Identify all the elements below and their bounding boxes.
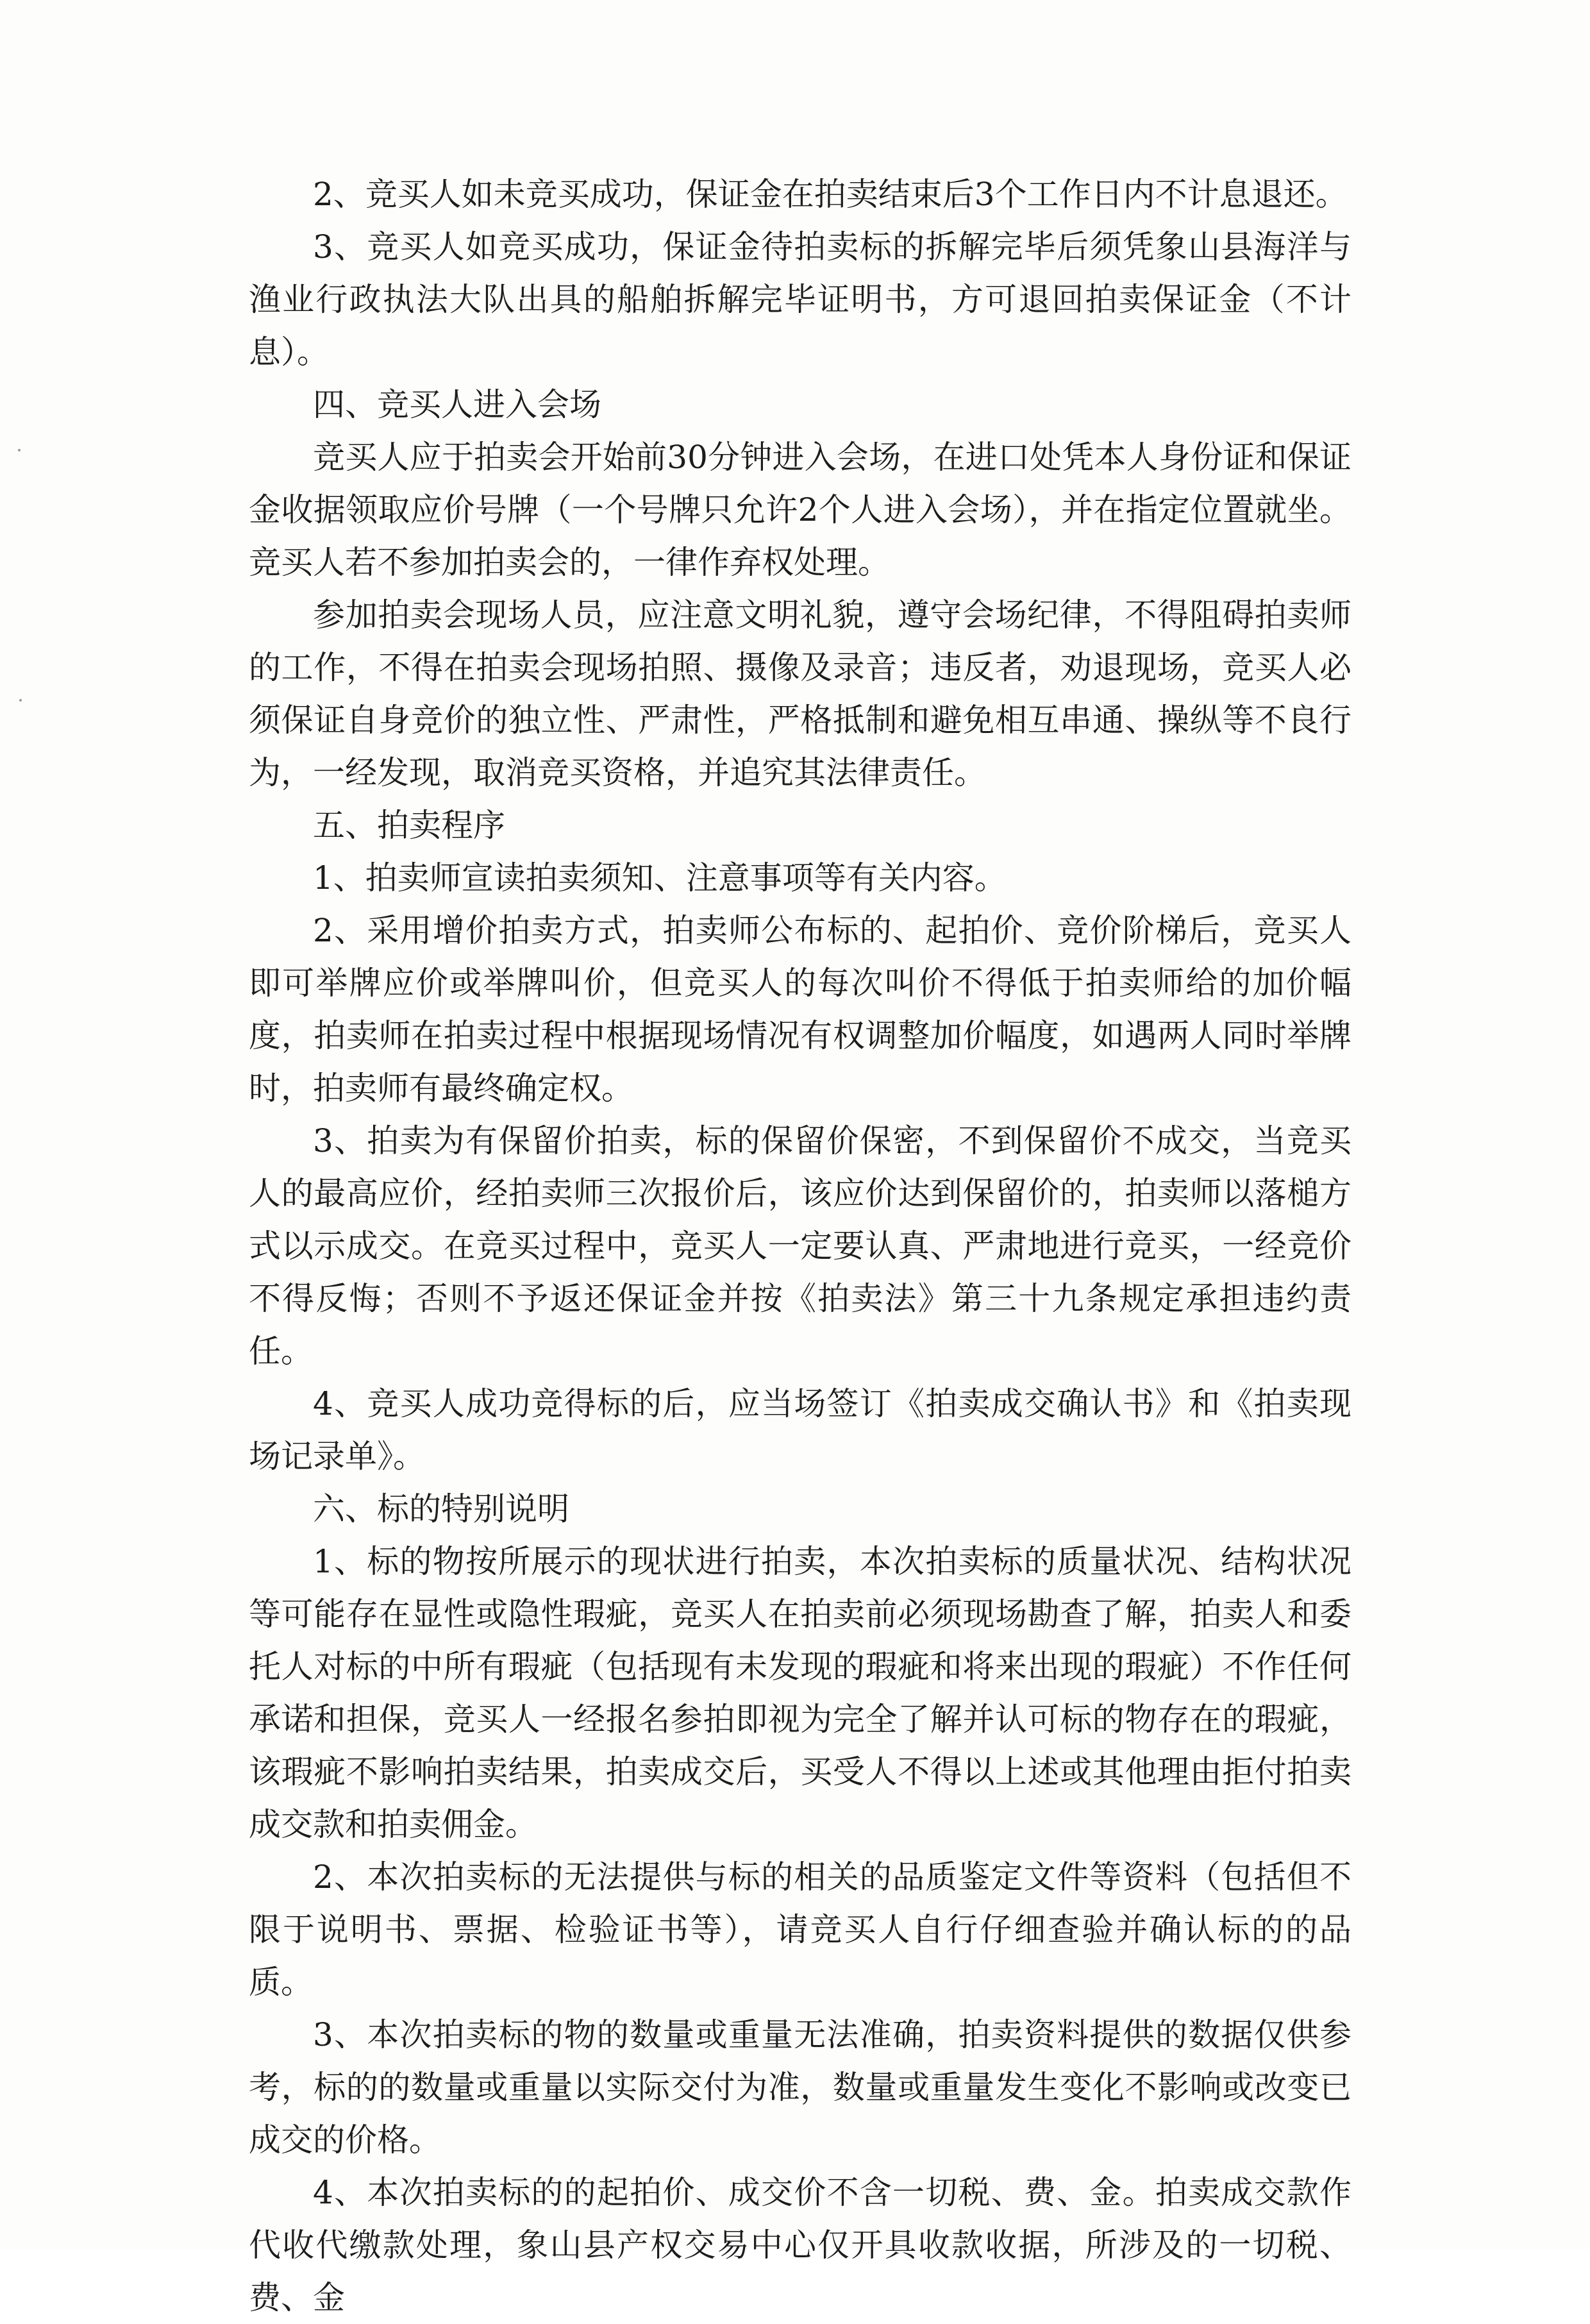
scan-speck (18, 449, 21, 451)
paragraph-special-note-1: 1、标的物按所展示的现状进行拍卖，本次拍卖标的质量状况、结构状况等可能存在显性或隐性瑕疵，竞买人在拍卖前必须现场勘查了解，拍卖人和委托人对标的中所有瑕疵（包括现有未发现的瑕疵和将来出现的瑕疵）不作任何承诺和担保，竞买人一经报名参拍即视为完全了解并认可标的物存在的瑕疵，该瑕疵不影响拍卖结果，拍卖成交后，买受人不得以上述或其他理由拒付拍卖成交款和拍卖佣金。 (249, 1543, 1352, 1843)
paragraph-procedure-1: 1、拍卖师宣读拍卖须知、注意事项等有关内容。 (313, 859, 1007, 897)
paragraph-deposit-refund-unsuccessful: 2、竞买人如未竞买成功，保证金在拍卖结束后3个工作日内不计息退还。 (313, 176, 1348, 213)
section-heading-special-notes: 六、标的特别说明 (313, 1490, 569, 1528)
paragraph-procedure-2: 2、采用增价拍卖方式，拍卖师公布标的、起拍价、竞价阶梯后，竞买人即可举牌应价或举牌叫价，但竞买人的每次叫价不得低于拍卖师给的加价幅度，拍卖师在拍卖过程中根据现场情况有权调整加价幅度，如遇两人同时举牌时，拍卖师有最终确定权。 (249, 912, 1352, 1107)
section-heading-auction-procedure: 五、拍卖程序 (313, 807, 505, 844)
paragraph-deposit-refund-successful: 3、竞买人如竞买成功，保证金待拍卖标的拆解完毕后须凭象山县海洋与渔业行政执法大队出具的船舶拆解完毕证明书，方可退回拍卖保证金（不计息）。 (249, 228, 1352, 371)
scan-speck (19, 699, 22, 702)
paragraph-special-note-2: 2、本次拍卖标的无法提供与标的相关的品质鉴定文件等资料（包括但不限于说明书、票据、检验证书等），请竞买人自行仔细查验并确认标的的品质。 (249, 1858, 1352, 2001)
paragraph-venue-conduct: 参加拍卖会现场人员，应注意文明礼貌，遵守会场纪律，不得阻碍拍卖师的工作，不得在拍卖会现场拍照、摄像及录音；违反者，劝退现场，竞买人必须保证自身竞价的独立性、严肃性，严格抵制和避免相互串通、操纵等不良行为，一经发现，取消竞买资格，并追究其法律责任。 (249, 596, 1352, 791)
paragraph-special-note-3: 3、本次拍卖标的物的数量或重量无法准确，拍卖资料提供的数据仅供参考，标的的数量或重量以实际交付为准，数量或重量发生变化不影响或改变已成交的价格。 (249, 2016, 1352, 2159)
document-body (249, 168, 1352, 2324)
paragraph-special-note-4: 4、本次拍卖标的的起拍价、成交价不含一切税、费、金。拍卖成交款作代收代缴款处理，象山县产权交易中心仅开具收款收据，所涉及的一切税、费、金 (249, 2174, 1352, 2316)
paragraph-procedure-3: 3、拍卖为有保留价拍卖，标的保留价保密，不到保留价不成交，当竞买人的最高应价，经拍卖师三次报价后，该应价达到保留价的，拍卖师以落槌方式以示成交。在竞买过程中，竞买人一定要认真、严肃地进行竞买，一经竞价不得反悔；否则不予返还保证金并按《拍卖法》第三十九条规定承担违约责任。 (249, 1122, 1352, 1370)
paragraph-procedure-4: 4、竞买人成功竞得标的后，应当场签订《拍卖成交确认书》和《拍卖现场记录单》。 (249, 1385, 1352, 1475)
section-heading-entering-venue: 四、竞买人进入会场 (313, 386, 601, 423)
paragraph-entry-requirements: 竞买人应于拍卖会开始前30分钟进入会场，在进口处凭本人身份证和保证金收据领取应价号牌（一个号牌只允许2个人进入会场），并在指定位置就坐。竞买人若不参加拍卖会的，一律作弃权处理。 (249, 439, 1352, 581)
